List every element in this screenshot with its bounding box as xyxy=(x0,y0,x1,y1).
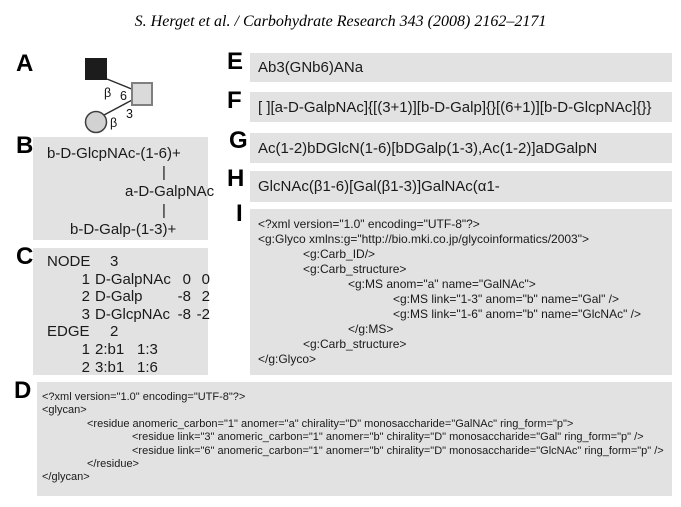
panel-b-box xyxy=(33,137,215,240)
panel-f-text: [ ][a-D-GalpNAc]{[(3+1)][b-D-Galp]{}[(6+1)][b-D-GlcpNAc]{}} xyxy=(258,98,652,116)
code-line: <?xml version="1.0" encoding="UTF-8"?> xyxy=(42,391,246,403)
panel-label-b: B xyxy=(16,132,34,159)
record-row xyxy=(33,253,208,271)
code-line: <?xml version="1.0" encoding="UTF-8"?> xyxy=(258,217,480,231)
panel-label-d: D xyxy=(14,377,32,404)
edge-count: 2 xyxy=(110,323,119,341)
code-line: <g:Carb_structure> xyxy=(303,262,407,276)
panel-e-text: Ab3(GNb6)ANa xyxy=(258,59,364,76)
node-count: 3 xyxy=(110,253,119,270)
residue-name: D-GalpNAc xyxy=(95,270,171,288)
panel-label-h: H xyxy=(227,165,245,192)
code-line: <g:Glyco xmlns:g="http://bio.mki.co.jp/glycoinformatics/2003"> xyxy=(258,232,590,246)
code-line: <residue link="3" anomeric_carbon="1" anomer="b" chirality="D" monosaccharide="Gal" ring_form="p" /> xyxy=(132,431,644,444)
edge-position: 1:6 xyxy=(137,358,158,376)
panel-label-g: G xyxy=(229,127,248,154)
code-line: <g:Carb_structure> xyxy=(303,337,407,351)
panel-e-box xyxy=(250,53,672,82)
record-row xyxy=(33,306,208,324)
glycan-symbol-diagram xyxy=(60,50,180,140)
galnac-square-icon xyxy=(132,83,152,105)
panel-h-text: GlcNAc(β1-6)[Gal(β1-3)]GalNAc(α1- xyxy=(258,178,500,195)
edge-link: 2:b1 xyxy=(95,340,125,358)
edge-keyword: EDGE xyxy=(47,323,90,341)
code-line: <g:MS link="1-3" anom="b" name="Gal" /> xyxy=(393,292,620,306)
edge-link: 3:b1 xyxy=(95,358,125,376)
code-line: <glycan> xyxy=(42,404,87,417)
code-line: <residue anomeric_carbon="1" anomer="a" chirality="D" monosaccharide="GalNAc" ring_form="p"> xyxy=(87,417,574,430)
structure-line: a-D-GalpNAc xyxy=(125,183,215,200)
structure-line: | xyxy=(162,164,166,181)
record-row xyxy=(33,323,208,341)
glcnac-square-icon xyxy=(85,58,107,80)
panel-i-box xyxy=(250,209,672,375)
structure-line: b-D-GlcpNAc-(1-6)+ xyxy=(47,145,181,162)
code-line: </residue> xyxy=(87,458,139,471)
panel-c-content xyxy=(33,248,208,376)
record-row xyxy=(33,271,208,289)
node-index: 3 xyxy=(81,305,90,323)
code-line: <g:Carb_ID/> xyxy=(303,247,376,261)
panel-d-code xyxy=(42,391,672,485)
structure-line: b-D-Galp-(1-3)+ xyxy=(70,221,177,238)
panel-g-box xyxy=(250,133,672,163)
node-index: 2 xyxy=(81,288,90,306)
coord-x: -8 xyxy=(177,288,191,306)
edge-index: 1 xyxy=(81,340,90,358)
beta-label: β xyxy=(110,116,118,130)
panel-label-a: A xyxy=(16,50,34,77)
panel-b-lines xyxy=(33,137,215,239)
position-3-label: 3 xyxy=(126,107,133,121)
panel-label-c: C xyxy=(16,243,34,270)
code-line: </glycan> xyxy=(42,471,90,484)
panel-d-box xyxy=(37,382,672,496)
coord-y: -2 xyxy=(196,305,210,323)
gal-circle-icon xyxy=(86,112,107,133)
coord-x: -8 xyxy=(177,305,191,323)
edge-index: 2 xyxy=(81,358,90,376)
node-keyword: NODE xyxy=(47,253,91,270)
panel-c-box xyxy=(33,248,208,375)
structure-line: | xyxy=(162,202,166,219)
panel-f-box xyxy=(250,92,672,122)
beta-label: β xyxy=(104,86,112,100)
panel-label-f: F xyxy=(227,87,242,114)
node-index: 1 xyxy=(81,270,90,288)
residue-name: D-GlcpNAc xyxy=(95,305,171,323)
panel-i-code xyxy=(258,217,672,367)
record-row xyxy=(33,341,208,359)
panel-label-e: E xyxy=(227,48,244,75)
coord-y: 0 xyxy=(201,270,210,288)
code-line: </g:MS> xyxy=(348,322,394,336)
panel-h-box xyxy=(250,171,672,202)
panel-g-text: Ac(1-2)bDGlcN(1-6)[bDGalp(1-3),Ac(1-2)]aDGalpN xyxy=(258,139,598,157)
code-line: <g:MS link="1-6" anom="b" name="GlcNAc" /> xyxy=(393,307,642,321)
panel-label-i: I xyxy=(236,200,243,227)
code-line: </g:Glyco> xyxy=(258,352,317,366)
residue-name: D-Galp xyxy=(95,288,143,306)
position-6-label: 6 xyxy=(120,89,127,103)
record-row xyxy=(33,359,208,377)
code-line: <residue link="6" anomeric_carbon="1" anomer="b" chirality="D" monosaccharide="GlcNAc" ring_form="p" /> xyxy=(132,444,664,457)
record-row xyxy=(33,288,208,306)
coord-y: 2 xyxy=(201,288,210,306)
code-line: <g:MS anom="a" name="GalNAc"> xyxy=(348,277,536,291)
journal-citation: S. Herget et al. / Carbohydrate Research 343 (2008) 2162–2171 xyxy=(134,13,547,30)
edge-position: 1:3 xyxy=(137,340,158,358)
coord-x: 0 xyxy=(182,270,191,288)
